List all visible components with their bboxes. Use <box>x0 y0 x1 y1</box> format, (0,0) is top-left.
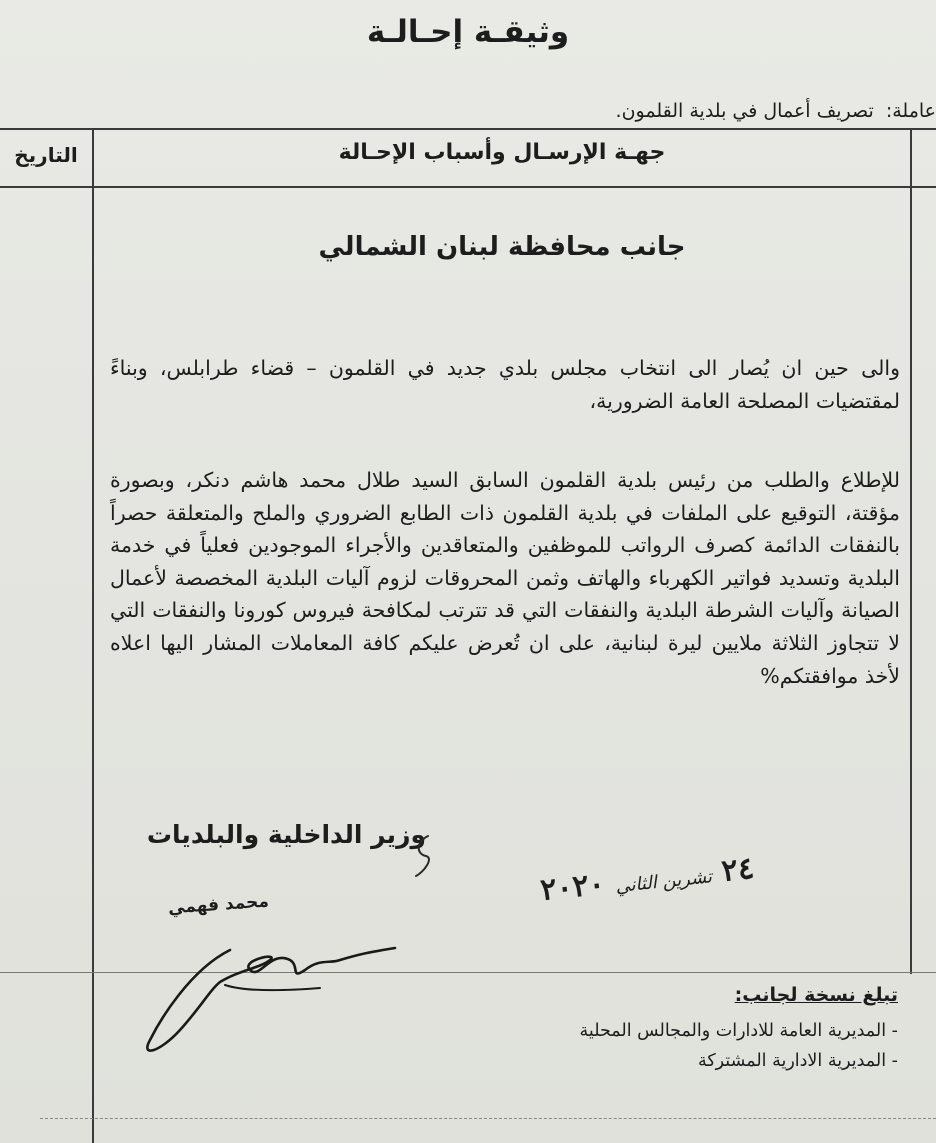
minister-title: وزير الداخلية والبلديات <box>146 820 426 849</box>
header-date: التاريخ <box>14 143 78 167</box>
minister-initial-mark <box>408 832 438 882</box>
subject-line <box>616 100 936 122</box>
subject-label: عاملة: <box>885 100 936 122</box>
paragraph-2: للإطلاع والطلب من رئيس بلدية القلمون السابق السيد طلال محمد هاشم دنكر، وبصورة مؤقتة، التوقيع على الملفات في بلدية القلمون ذات الطابع الضروري والملح والمتعلقة حصراً بالنفقات الدائمة كصرف الرواتب للموظفين والمتعاقدين والأجراء الموجودين فعلياً في خدمة البلدية وتسديد فواتير الكهرباء والهاتف وثمن المحروقات لزوم آليات البلدية المخصصة لأعمال الصيانة وآليات الشرطة البلدية والنفقات التي قد تترتب لمكافحة فيروس كورونا والنفقات التي لا تتجاوز الثلاثة ملايين ليرة لبنانية، على ان تُعرض عليكم كافة المعاملات المشار اليها اعلاه لأخذ موافقتكم% <box>110 468 900 688</box>
copies-heading: تبلغ نسخة لجانب: <box>734 984 898 1006</box>
handwritten-date <box>539 851 756 908</box>
handwritten-date-year: ٢٠٢٠ <box>538 866 607 909</box>
subject-value: تصريف أعمال في بلدية القلمون. <box>615 100 874 122</box>
bottom-dotted-line <box>40 1118 936 1119</box>
document-title: وثيقـة إحـالـة <box>366 14 570 50</box>
handwritten-signature <box>120 930 420 1060</box>
signer-name: محمد فهمي <box>167 891 270 919</box>
handwritten-date-month: تشرين الثاني <box>614 866 713 898</box>
header-sender-reasons: جهـة الإرسـال وأسباب الإحـالة <box>338 140 666 165</box>
recipient-line: جانب محافظة لبنان الشمالي <box>318 232 686 262</box>
table-header-divider <box>0 186 936 188</box>
date-column-divider <box>92 128 94 1143</box>
table-top-border <box>0 128 936 130</box>
list-item: - المديرية الادارية المشتركة <box>697 1051 898 1071</box>
list-item: - المديرية العامة للادارات والمجالس المحلية <box>579 1021 898 1041</box>
paragraph-1: والى حين ان يُصار الى انتخاب مجلس بلدي جديد في القلمون – قضاء طرابلس، وبناءً لمقتضيات المصلحة العامة الضرورية، <box>110 356 900 413</box>
handwritten-date-day: ٢٤ <box>719 850 756 890</box>
right-column-divider <box>910 128 912 974</box>
copies-list <box>580 1016 898 1076</box>
